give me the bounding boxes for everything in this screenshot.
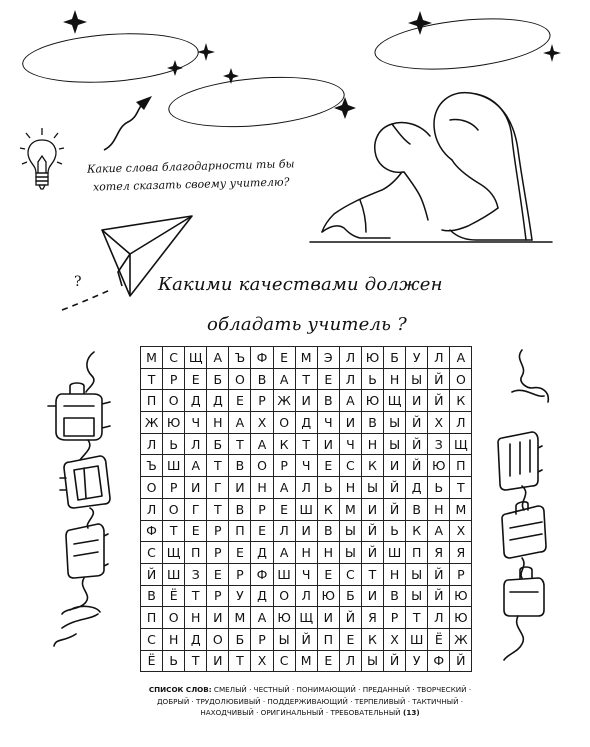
grid-cell[interactable]: Й <box>361 542 383 564</box>
grid-cell[interactable]: Р <box>251 390 273 412</box>
grid-row <box>141 607 472 629</box>
grid-cell[interactable]: Р <box>251 498 273 520</box>
grid-cell[interactable]: Н <box>384 368 406 390</box>
grid-cell[interactable]: Р <box>251 628 273 650</box>
grid-cell[interactable]: Ы <box>361 477 383 499</box>
grid-cell[interactable]: В <box>229 455 251 477</box>
grid-cell[interactable]: Л <box>141 433 163 455</box>
grid-cell[interactable]: М <box>141 347 163 369</box>
grid-cell[interactable]: И <box>317 607 339 629</box>
grid-cell[interactable]: П <box>229 520 251 542</box>
grid-cell[interactable]: М <box>450 498 472 520</box>
grid-cell[interactable]: Р <box>450 563 472 585</box>
backpack-icon <box>498 432 542 490</box>
grid-row <box>141 628 472 650</box>
grid-cell[interactable]: Ы <box>339 542 361 564</box>
grid-cell[interactable]: К <box>361 455 383 477</box>
grid-cell[interactable]: Ы <box>406 585 428 607</box>
grid-cell[interactable]: У <box>406 650 428 672</box>
grid-cell[interactable]: Н <box>317 542 339 564</box>
grid-cell[interactable]: Й <box>141 563 163 585</box>
grid-cell[interactable]: Ы <box>384 412 406 434</box>
grid-cell[interactable]: О <box>273 412 295 434</box>
word-count: (13) <box>400 708 420 717</box>
backpacks-right <box>492 346 572 666</box>
grid-row <box>141 412 472 434</box>
grid-cell[interactable]: Й <box>450 650 472 672</box>
grid-cell[interactable]: Г <box>207 477 229 499</box>
grid-cell[interactable]: С <box>339 455 361 477</box>
grid-cell[interactable]: Н <box>295 542 317 564</box>
grid-cell[interactable]: А <box>273 368 295 390</box>
puzzle-title-line1: Какими качествами должен <box>158 274 443 295</box>
grid-cell[interactable]: Ё <box>141 650 163 672</box>
grid-cell[interactable]: Е <box>207 563 229 585</box>
grid-cell[interactable]: Е <box>185 520 207 542</box>
grid-cell[interactable]: О <box>163 607 185 629</box>
grid-cell[interactable]: И <box>185 477 207 499</box>
grid-cell[interactable]: Л <box>295 585 317 607</box>
grid-cell[interactable]: Л <box>339 368 361 390</box>
grid-cell[interactable]: Т <box>361 563 383 585</box>
grid-cell[interactable]: Т <box>141 368 163 390</box>
grid-cell[interactable]: З <box>185 563 207 585</box>
grid-cell[interactable]: В <box>141 585 163 607</box>
word-list-line1: СМЕЛЫЙ · ЧЕСТНЫЙ · ПОНИМАЮЩИЙ · ПРЕДАННЫЙ · ТВОРЧЕСКИЙ · <box>211 685 472 694</box>
puzzle-title-line2: обладать учитель ? <box>207 314 407 335</box>
grid-cell[interactable]: Л <box>450 412 472 434</box>
grid-cell[interactable]: И <box>207 607 229 629</box>
grid-cell[interactable]: В <box>406 498 428 520</box>
grid-cell[interactable]: Й <box>384 498 406 520</box>
grid-cell[interactable]: Й <box>428 563 450 585</box>
grid-cell[interactable]: Ы <box>406 563 428 585</box>
grid-cell[interactable]: Ы <box>384 433 406 455</box>
sparkle-icon <box>63 10 87 34</box>
grid-cell[interactable]: Н <box>163 628 185 650</box>
word-list-line3: НАХОДЧИВЫЙ · ОРИГИНАЛЬНЫЙ · ТРЕБОВАТЕЛЬНЫЙ <box>200 708 401 717</box>
grid-cell[interactable]: Т <box>229 433 251 455</box>
grid-cell[interactable]: Е <box>317 563 339 585</box>
grid-cell[interactable]: Д <box>295 412 317 434</box>
grid-cell[interactable]: Й <box>428 368 450 390</box>
grid-cell[interactable]: О <box>229 368 251 390</box>
grid-cell[interactable]: Т <box>185 585 207 607</box>
word-search-grid <box>140 346 472 672</box>
grid-cell[interactable]: Е <box>273 498 295 520</box>
grid-cell[interactable]: Ь <box>361 368 383 390</box>
grid-cell[interactable]: Т <box>406 607 428 629</box>
grid-cell[interactable]: М <box>229 607 251 629</box>
grid-cell[interactable]: В <box>251 368 273 390</box>
grid-cell[interactable]: Ы <box>339 520 361 542</box>
grid-cell[interactable]: Т <box>207 498 229 520</box>
grid-cell[interactable]: Ш <box>163 455 185 477</box>
grid-cell[interactable]: Д <box>185 390 207 412</box>
grid-cell[interactable]: А <box>207 347 229 369</box>
grid-cell[interactable]: Е <box>229 542 251 564</box>
grid-cell[interactable]: Н <box>185 607 207 629</box>
grid-cell[interactable]: Б <box>384 347 406 369</box>
grid-cell[interactable]: В <box>317 520 339 542</box>
grid-cell[interactable]: У <box>406 347 428 369</box>
backpack-icon <box>502 502 546 558</box>
grid-row <box>141 433 472 455</box>
grid-cell[interactable]: Я <box>450 542 472 564</box>
grid-cell[interactable]: Р <box>229 563 251 585</box>
grid-cell[interactable]: Ь <box>163 433 185 455</box>
grid-cell[interactable]: Х <box>428 412 450 434</box>
grid-cell[interactable]: И <box>295 520 317 542</box>
grid-cell[interactable]: Х <box>251 412 273 434</box>
grid-cell[interactable]: Р <box>207 520 229 542</box>
lightbulb-icon <box>12 118 72 198</box>
grid-cell[interactable]: Е <box>185 368 207 390</box>
grid-cell[interactable]: П <box>185 542 207 564</box>
grid-cell[interactable]: М <box>295 650 317 672</box>
grid-cell[interactable]: Ф <box>141 520 163 542</box>
grid-cell[interactable]: Ч <box>317 412 339 434</box>
grid-cell[interactable]: Р <box>384 607 406 629</box>
grid-cell[interactable]: О <box>141 477 163 499</box>
grid-cell[interactable]: Й <box>406 412 428 434</box>
grid-cell[interactable]: В <box>361 412 383 434</box>
grid-cell[interactable]: Й <box>361 520 383 542</box>
grid-cell[interactable]: Д <box>207 390 229 412</box>
grid-cell[interactable]: О <box>251 455 273 477</box>
grid-cell[interactable]: Н <box>251 477 273 499</box>
grid-cell[interactable]: Т <box>207 455 229 477</box>
grid-cell[interactable]: К <box>361 628 383 650</box>
grid-cell[interactable]: А <box>450 347 472 369</box>
grid-cell[interactable]: А <box>273 477 295 499</box>
grid-cell[interactable]: А <box>229 412 251 434</box>
grid-cell[interactable]: Л <box>273 520 295 542</box>
grid-cell[interactable]: Л <box>295 477 317 499</box>
backpack-icon <box>48 383 110 440</box>
grid-cell[interactable]: Ь <box>428 477 450 499</box>
grid-cell[interactable]: А <box>185 455 207 477</box>
grid-cell[interactable]: Я <box>428 542 450 564</box>
grid-cell[interactable]: Е <box>317 368 339 390</box>
grid-cell[interactable]: И <box>361 585 383 607</box>
grid-cell[interactable]: Ъ <box>229 347 251 369</box>
grid-cell[interactable]: Ш <box>295 498 317 520</box>
grid-cell[interactable]: Ч <box>185 412 207 434</box>
grid-cell[interactable]: С <box>141 628 163 650</box>
grid-cell[interactable]: Й <box>406 455 428 477</box>
grid-cell[interactable]: Ъ <box>141 455 163 477</box>
grid-cell[interactable]: Й <box>428 585 450 607</box>
grid-cell[interactable]: С <box>273 650 295 672</box>
grid-cell[interactable]: В <box>229 498 251 520</box>
grid-cell[interactable]: В <box>384 585 406 607</box>
grid-cell[interactable]: Ф <box>251 347 273 369</box>
grid-cell[interactable]: Ю <box>450 607 472 629</box>
grid-cell[interactable]: В <box>317 390 339 412</box>
grid-cell[interactable]: А <box>251 607 273 629</box>
grid-cell[interactable]: О <box>163 498 185 520</box>
grid-cell[interactable]: Ё <box>428 628 450 650</box>
grid-cell[interactable]: Р <box>207 542 229 564</box>
grid-cell[interactable]: П <box>141 390 163 412</box>
grid-cell[interactable]: Г <box>185 498 207 520</box>
grid-cell[interactable]: Ж <box>450 628 472 650</box>
grid-cell[interactable]: Щ <box>384 390 406 412</box>
blank-ellipse-left <box>21 28 201 88</box>
grid-cell[interactable]: Л <box>339 347 361 369</box>
grid-cell[interactable]: Н <box>339 477 361 499</box>
grid-cell[interactable]: З <box>428 433 450 455</box>
grid-cell[interactable]: У <box>229 585 251 607</box>
grid-cell[interactable]: О <box>163 390 185 412</box>
blank-ellipse-right <box>372 11 553 77</box>
grid-cell[interactable]: Л <box>185 433 207 455</box>
grid-cell[interactable]: Б <box>207 368 229 390</box>
grid-row <box>141 390 472 412</box>
grid-cell[interactable]: М <box>339 498 361 520</box>
grid-cell[interactable]: Х <box>450 520 472 542</box>
grid-cell[interactable]: И <box>384 455 406 477</box>
grid-row <box>141 585 472 607</box>
grid-cell[interactable]: Щ <box>295 607 317 629</box>
grid-cell[interactable]: Ж <box>273 390 295 412</box>
grid-cell[interactable]: О <box>450 368 472 390</box>
grid-row <box>141 650 472 672</box>
grid-cell[interactable]: Ы <box>361 650 383 672</box>
grid-cell[interactable]: Щ <box>163 542 185 564</box>
grid-cell[interactable]: Й <box>406 433 428 455</box>
grid-cell[interactable]: Ё <box>163 585 185 607</box>
grid-cell[interactable]: Н <box>428 498 450 520</box>
grid-cell[interactable]: Й <box>384 650 406 672</box>
grid-cell[interactable]: Е <box>251 520 273 542</box>
grid-row <box>141 477 472 499</box>
grid-cell[interactable]: Е <box>339 628 361 650</box>
grid-cell[interactable]: А <box>339 390 361 412</box>
grid-cell[interactable]: Д <box>251 585 273 607</box>
grid-cell[interactable]: Ж <box>141 412 163 434</box>
grid-cell[interactable]: Ю <box>428 455 450 477</box>
grid-cell[interactable]: Р <box>207 585 229 607</box>
grid-cell[interactable]: И <box>361 498 383 520</box>
word-list <box>140 684 480 719</box>
grid-row <box>141 563 472 585</box>
grid-cell[interactable]: Ю <box>450 585 472 607</box>
grid-cell[interactable]: Ю <box>273 607 295 629</box>
grid-cell[interactable]: П <box>317 628 339 650</box>
grid-cell[interactable]: Л <box>339 650 361 672</box>
grid-cell[interactable]: Ф <box>428 650 450 672</box>
grid-cell[interactable]: Т <box>163 520 185 542</box>
grid-cell[interactable]: А <box>428 520 450 542</box>
grid-row <box>141 368 472 390</box>
grid-cell[interactable]: Л <box>428 347 450 369</box>
grid-cell[interactable]: Й <box>295 628 317 650</box>
grid-cell[interactable]: Т <box>295 368 317 390</box>
grid-cell[interactable]: И <box>295 390 317 412</box>
grid-cell[interactable]: Ч <box>295 563 317 585</box>
grid-cell[interactable]: Н <box>361 433 383 455</box>
grid-cell[interactable]: Х <box>251 650 273 672</box>
grid-cell[interactable]: Т <box>295 433 317 455</box>
grid-cell[interactable]: Т <box>450 477 472 499</box>
grid-cell[interactable]: Й <box>339 607 361 629</box>
grid-cell[interactable]: О <box>273 585 295 607</box>
grid-cell[interactable]: Н <box>207 412 229 434</box>
word-list-label: СПИСОК СЛОВ: <box>148 685 212 694</box>
grid-cell[interactable]: Й <box>428 390 450 412</box>
grid-row <box>141 542 472 564</box>
grid-cell[interactable]: Б <box>339 585 361 607</box>
grid-cell[interactable]: Ь <box>384 520 406 542</box>
grid-cell[interactable]: К <box>317 498 339 520</box>
grid-cell[interactable]: Ч <box>295 455 317 477</box>
grid-cell[interactable]: К <box>406 520 428 542</box>
grid-cell[interactable]: Ш <box>273 563 295 585</box>
svg-text:?: ? <box>74 274 82 290</box>
grid-cell[interactable]: П <box>141 607 163 629</box>
sparkle-icon <box>543 44 561 62</box>
grid-cell[interactable]: И <box>317 433 339 455</box>
grid-cell[interactable]: И <box>406 390 428 412</box>
grid-cell[interactable]: Ш <box>384 542 406 564</box>
grid-cell[interactable]: Д <box>251 542 273 564</box>
grid-cell[interactable]: Б <box>229 628 251 650</box>
grid-cell[interactable]: Й <box>384 477 406 499</box>
grid-cell[interactable]: С <box>163 347 185 369</box>
grid-cell[interactable]: Ю <box>361 390 383 412</box>
grid-cell[interactable]: К <box>450 390 472 412</box>
grid-cell[interactable]: Ю <box>163 412 185 434</box>
grid-cell[interactable]: И <box>207 650 229 672</box>
grid-cell[interactable]: Л <box>428 607 450 629</box>
grid-cell[interactable]: О <box>207 628 229 650</box>
backpacks-left <box>40 348 130 658</box>
grid-row <box>141 498 472 520</box>
grid-cell[interactable]: И <box>229 477 251 499</box>
grid-cell[interactable]: А <box>251 433 273 455</box>
grid-cell[interactable]: Р <box>273 455 295 477</box>
grid-cell[interactable]: Л <box>141 498 163 520</box>
paper-plane-icon <box>60 212 200 322</box>
grid-cell[interactable]: Ш <box>406 628 428 650</box>
grid-cell[interactable]: С <box>141 542 163 564</box>
backpack-icon <box>66 524 108 578</box>
grid-cell[interactable]: Э <box>317 347 339 369</box>
grid-cell[interactable]: Р <box>163 477 185 499</box>
grid-cell[interactable]: М <box>295 347 317 369</box>
backpack-icon <box>504 567 544 616</box>
grid-cell[interactable]: И <box>339 412 361 434</box>
grid-cell[interactable]: Щ <box>185 347 207 369</box>
grid-cell[interactable]: Б <box>207 433 229 455</box>
grid-cell[interactable]: Я <box>361 607 383 629</box>
sparkle-icon <box>197 43 215 61</box>
word-list-line2: ДОБРЫЙ · ТРУДОЛЮБИВЫЙ · ПОДДЕРЖИВАЮЩИЙ · ТЕРПЕЛИВЫЙ · ТАКТИЧНЫЙ · <box>156 696 464 706</box>
grid-cell[interactable]: К <box>273 433 295 455</box>
backpack-icon <box>60 456 110 508</box>
grid-cell[interactable]: Е <box>273 347 295 369</box>
grid-cell[interactable]: Р <box>163 368 185 390</box>
grid-cell[interactable]: С <box>339 563 361 585</box>
grid-cell[interactable]: Т <box>185 650 207 672</box>
grid-cell[interactable]: Ю <box>317 585 339 607</box>
arrow-icon <box>96 88 176 158</box>
grid-cell[interactable]: Ю <box>361 347 383 369</box>
grid-cell[interactable]: Х <box>384 628 406 650</box>
grid-cell[interactable]: Д <box>185 628 207 650</box>
grid-cell[interactable]: Д <box>406 477 428 499</box>
grid-cell[interactable]: Н <box>384 563 406 585</box>
grid-cell[interactable]: П <box>450 455 472 477</box>
grid-cell[interactable]: Щ <box>450 433 472 455</box>
grid-cell[interactable]: Ш <box>163 563 185 585</box>
grid-cell[interactable]: Т <box>229 650 251 672</box>
grid-row <box>141 455 472 477</box>
grid-cell[interactable]: Ы <box>406 368 428 390</box>
grid-cell[interactable]: Е <box>317 650 339 672</box>
teacher-child-illustration <box>300 80 560 250</box>
grid-cell[interactable]: Ы <box>273 628 295 650</box>
grid-cell[interactable]: П <box>406 542 428 564</box>
grid-cell[interactable]: Ь <box>317 477 339 499</box>
grid-cell[interactable]: А <box>273 542 295 564</box>
grid-cell[interactable]: Е <box>317 455 339 477</box>
grid-cell[interactable]: Ч <box>339 433 361 455</box>
grid-cell[interactable]: Е <box>229 390 251 412</box>
grid-row <box>141 520 472 542</box>
grid-cell[interactable]: Ф <box>251 563 273 585</box>
grid-row <box>141 347 472 369</box>
grid-cell[interactable]: Ь <box>163 650 185 672</box>
thanks-question: Какие слова благодарности ты бы хотел сказать своему учителю? <box>86 157 295 194</box>
